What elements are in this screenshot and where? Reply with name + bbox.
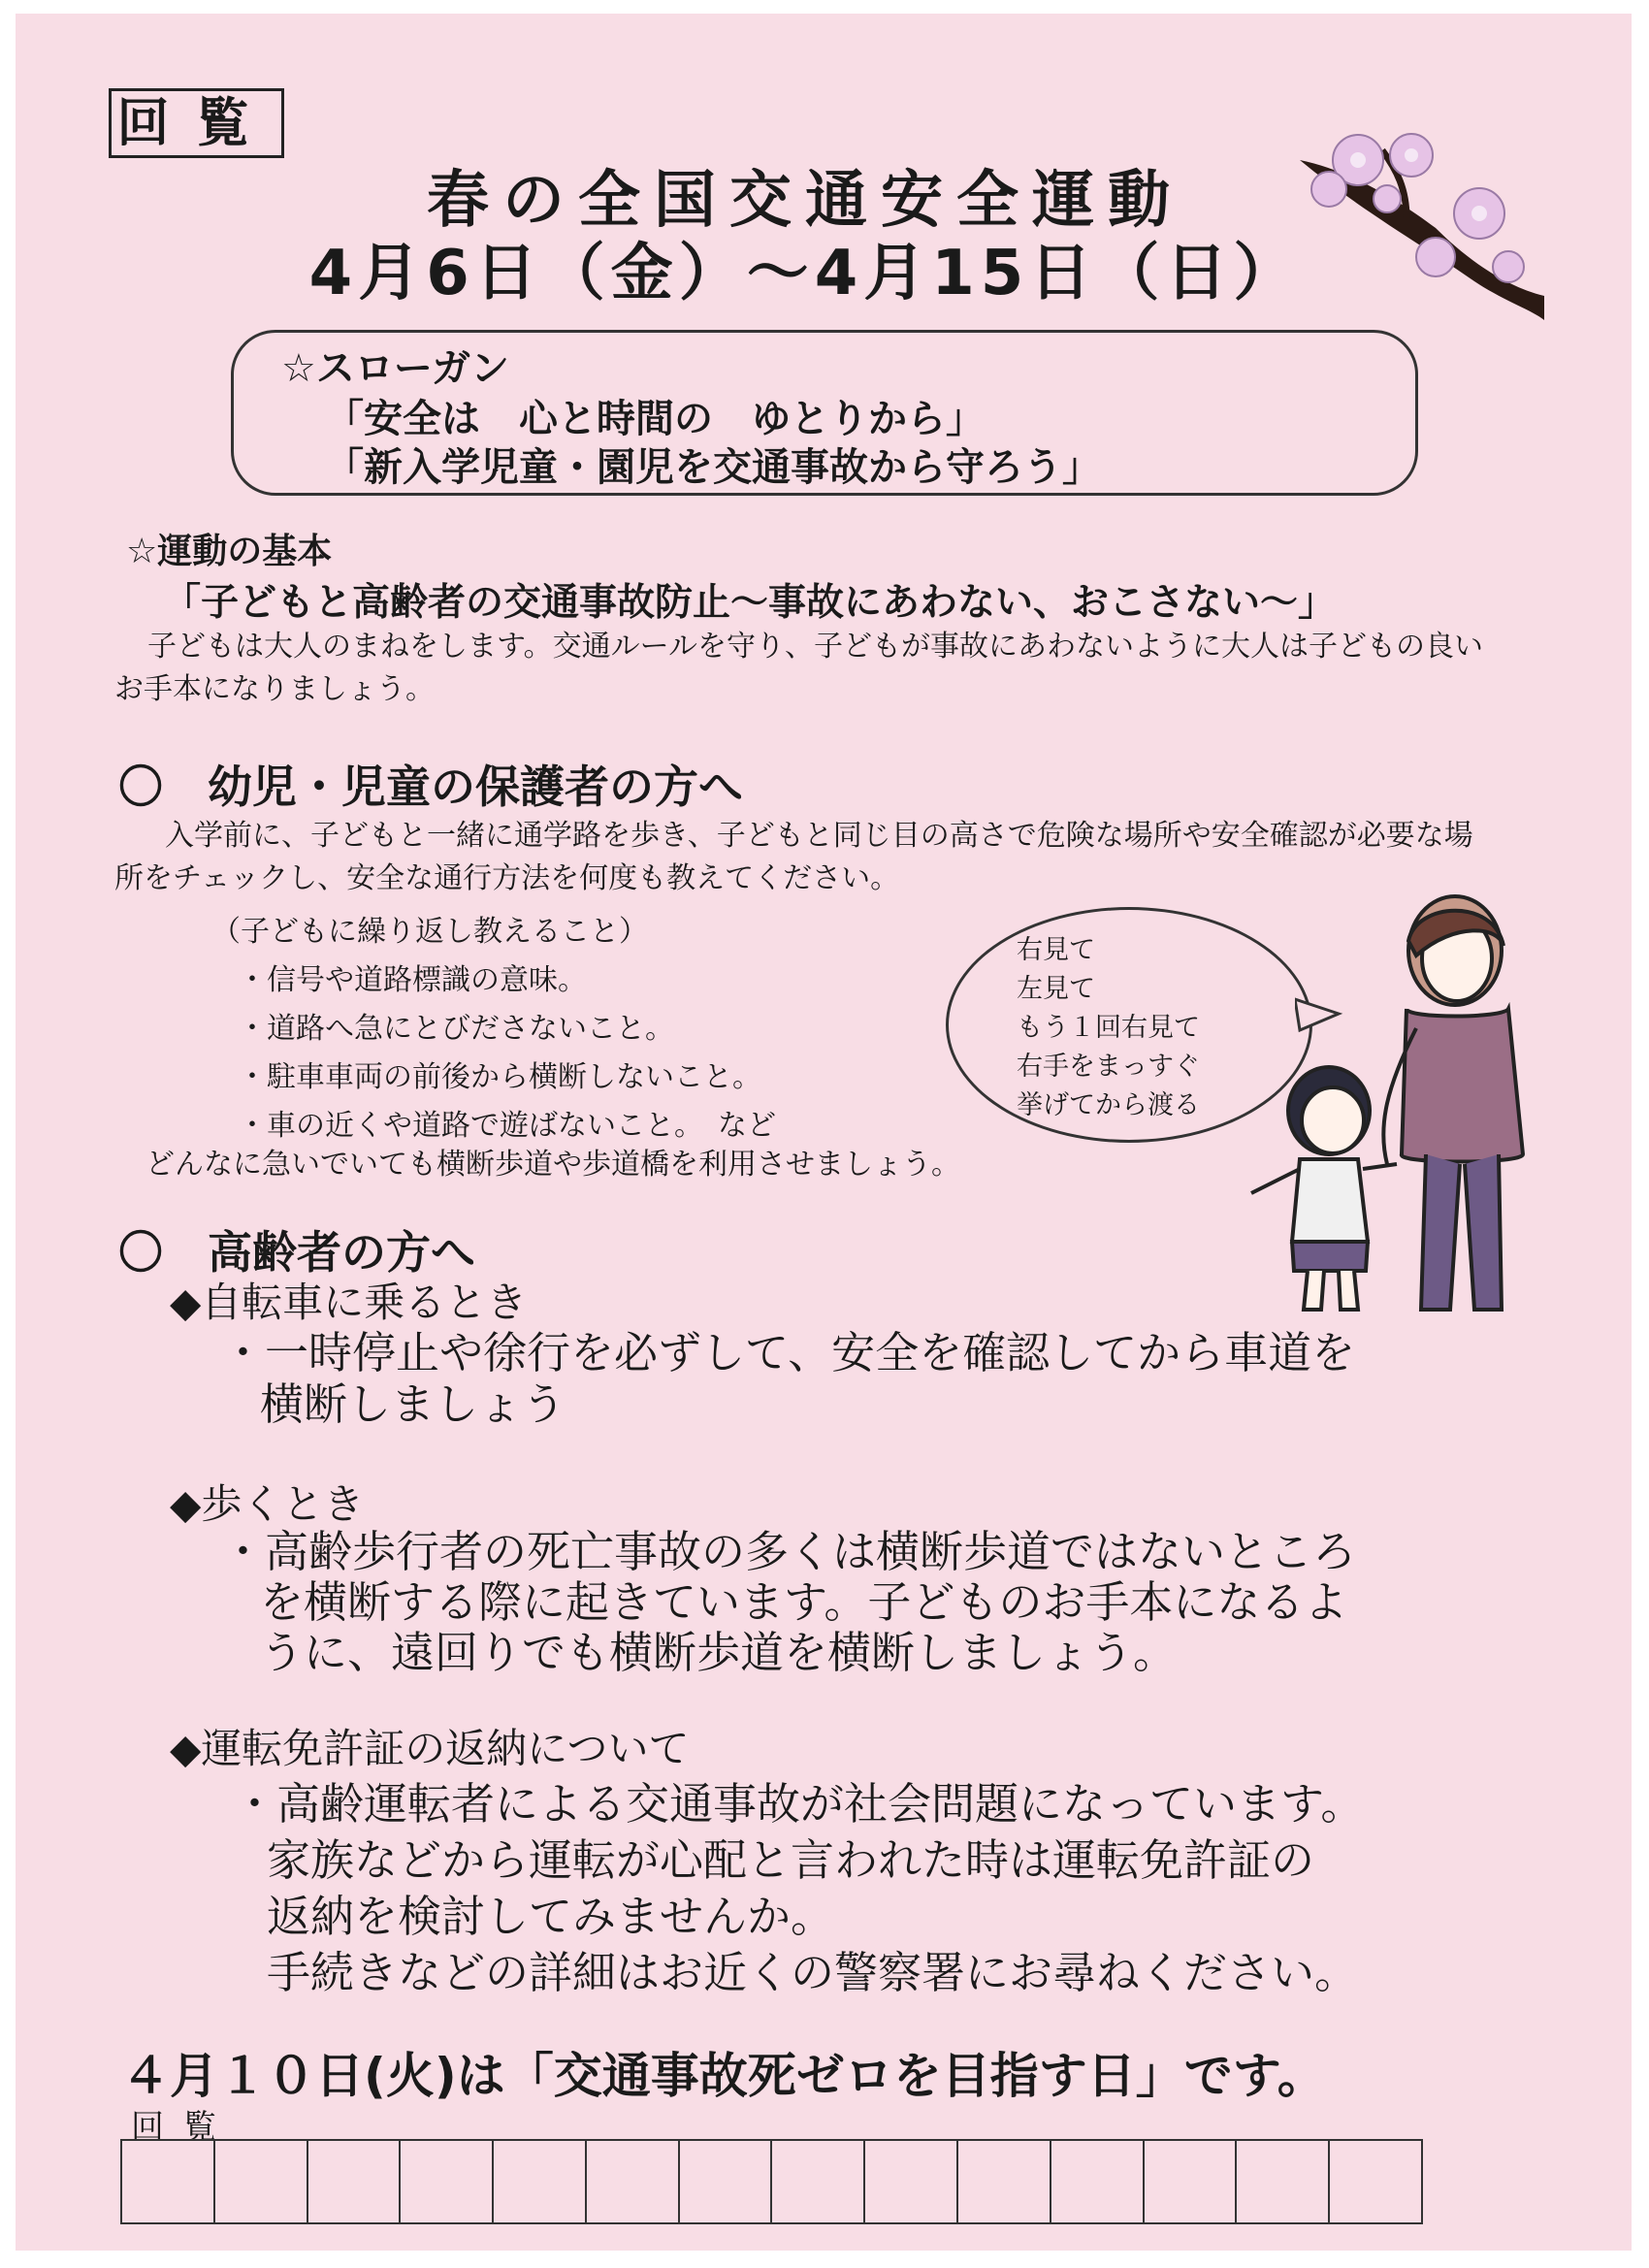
kairan-footer-label: 回覧 bbox=[131, 2108, 236, 2147]
bicycle-heading: ◆自転車に乗るとき bbox=[170, 1279, 528, 1326]
campaign-title: 春の全国交通安全運動 bbox=[427, 165, 1183, 237]
list-item: ・車の近くや道路で遊ばないこと。 など bbox=[238, 1109, 776, 1143]
basics-subtitle: 「子どもと高齢者の交通事故防止～事故にあわない、おこさない～」 bbox=[163, 581, 1337, 625]
slogan-heading: ☆スローガン bbox=[281, 346, 510, 391]
elderly-heading: 〇 高齢者の方へ bbox=[118, 1226, 475, 1279]
stamp-cell bbox=[308, 2141, 402, 2222]
campaign-period: 4月6日（金）～4月15日（日） bbox=[308, 238, 1302, 309]
stamp-cell bbox=[1237, 2141, 1330, 2222]
stamp-cell bbox=[1051, 2141, 1145, 2222]
guardians-note: （子どもに繰り返し教えること） bbox=[211, 915, 648, 949]
stamp-cell bbox=[1330, 2141, 1421, 2222]
stamp-cell bbox=[587, 2141, 680, 2222]
list-item: ・駐車車両の前後から横断しないこと。 bbox=[238, 1060, 761, 1094]
stamp-cell bbox=[1145, 2141, 1238, 2222]
guardians-body: 入学前に、子どもと一緒に通学路を歩き、子どもと同じ目の高さで危険な場所や安全確認が必要な場所をチェックし、安全な通行方法を何度も教えてください。 bbox=[114, 819, 1473, 895]
walking-heading: ◆歩くとき bbox=[170, 1480, 365, 1528]
stamp-cell bbox=[494, 2141, 587, 2222]
list-item: ・道路へ急にとびださないこと。 bbox=[238, 1012, 674, 1046]
walking-line-3: うに、遠回りでも横断歩道を横断しましょう。 bbox=[260, 1627, 1178, 1678]
walking-line-1: ・高齢歩行者の死亡事故の多くは横断歩道ではないところ bbox=[221, 1526, 1357, 1577]
license-line-4: 手続きなどの詳細はお近くの警察署にお尋ねください。 bbox=[267, 1947, 1359, 1998]
license-line-1: ・高齢運転者による交通事故が社会問題になっています。 bbox=[233, 1778, 1365, 1830]
stamp-cell bbox=[680, 2141, 773, 2222]
kairan-label-box: 回覧 bbox=[109, 88, 284, 158]
mother-and-child-illustration bbox=[1232, 873, 1562, 1319]
guardians-heading: 〇 幼児・児童の保護者の方へ bbox=[118, 761, 743, 813]
slogan-line-2: 「新入学児童・園児を交通事故から守ろう」 bbox=[325, 445, 1101, 490]
bicycle-line-1: ・一時停止や徐行を必ずして、安全を確認してから車道を bbox=[221, 1327, 1356, 1378]
basics-body: 子どもは大人のまねをします。交通ルールを守り、子どもが事故にあわないように大人は子どもの良いお手本になりましょう。 bbox=[114, 630, 1483, 706]
stamp-cell bbox=[772, 2141, 865, 2222]
license-line-2: 家族などから運転が心配と言われた時は運転免許証の bbox=[267, 1834, 1315, 1886]
basics-heading: ☆運動の基本 bbox=[126, 532, 333, 571]
walking-line-2: を横断する際に起きています。子どものお手本になるよ bbox=[260, 1576, 1348, 1628]
stamp-cell bbox=[401, 2141, 494, 2222]
slogan-line-1: 「安全は 心と時間の ゆとりから」 bbox=[325, 397, 985, 441]
guardians-closing: どんなに急いでいても横断歩道や歩道橋を利用させましょう。 bbox=[146, 1148, 960, 1182]
bicycle-line-2: 横断しましょう bbox=[260, 1378, 566, 1430]
footer-notice: ４月１０日(火)は「交通事故死ゼロを目指す日」です。 bbox=[121, 2048, 1326, 2104]
stamp-cell bbox=[122, 2141, 215, 2222]
speech-bubble-text: 右見て 左見て もう１回右見て 右手をまっすぐ 挙げてから渡る bbox=[1017, 935, 1200, 1120]
license-heading: ◆運転免許証の返納について bbox=[170, 1725, 690, 1772]
stamp-grid bbox=[120, 2139, 1423, 2224]
list-item: ・信号や道路標識の意味。 bbox=[238, 963, 587, 997]
stamp-cell bbox=[215, 2141, 308, 2222]
license-line-3: 返納を検討してみませんか。 bbox=[267, 1891, 835, 1942]
stamp-cell bbox=[865, 2141, 958, 2222]
stamp-cell bbox=[958, 2141, 1051, 2222]
